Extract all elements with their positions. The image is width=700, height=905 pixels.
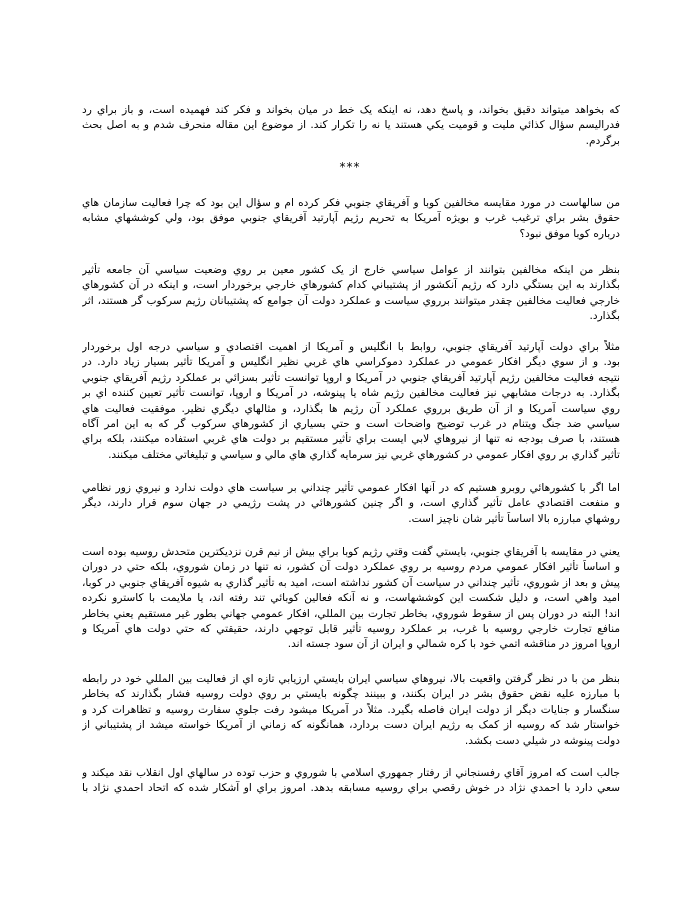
paragraph-4: [82, 340, 620, 463]
text-line: روي سياست آمريكا و از آن طريق برروي عملكرد آن رژيم ها بگذارد، و مثالهاي ديگري نظير. موفقيت فعاليت هاي: [82, 402, 620, 415]
text-line: با مبارزه عليه نقض حقوق بشر در ايران بكنند، و ببينند چگونه بايستي بر روي دولت روسيه فشار بگذارند كه بخاطر: [82, 688, 620, 701]
paragraph-7: [82, 672, 620, 749]
text-line: سنگسار و جنايات ديگر از دولت ايران فاصله بگيرد. مثلاً در آمريكا ميشود رفت جلوي سفارت روسيه و تظاهرات كرد و: [82, 703, 620, 716]
text-line: و منفعت اقتصادي عامل تأثير گذاري است، و اگر چنين كشورهائي در پشت رژيمي در جهان سوم قرار دارند، ديگر: [82, 497, 620, 510]
text-line: دولت پينوشه در شيلي دست بكشد.: [464, 734, 620, 747]
text-line: اميد واهي است، و دليل شكست اين كوششهاست، و نه آنكه فعالين كوبائي تند رفته اند، يا ملايمت با كاسترو نكرده: [82, 592, 620, 605]
text-line: اروپا امروز در مناقشه اتمي خود با كره شمالي و ايران از آن سود جسته اند.: [287, 638, 620, 651]
text-line: يعني در مقايسه با آفريقاي جنوبي، بايستي گفت وقتي رژيم كوبا براي بيش از نيم قرن نزديكترين متحدش روسيه بوده است: [82, 546, 620, 558]
text-line: خواستار شد كه روسيه از كمک به رژيم ايران دست بردارد، همانگونه كه زماني از آمريكا خواسته ميشد از پشتيباني از: [82, 719, 620, 732]
text-line: مثلاً براي دولت آپارتيد آفريقاي جنوبي، روابط با انگليس و آمريكا از اهميت اقتصادي و سياسي درجه اول برخوردار: [82, 341, 620, 353]
paragraph-8: [82, 766, 620, 797]
text-line: بنظر من اينكه مخالفين بتوانند از عوامل سياسي خارج از يک كشور معين بر روي وضعيت سياسي آن جامعه تأثير: [82, 264, 620, 276]
paragraph-1: [82, 103, 620, 149]
text-line: جالب است كه امروز آقاي رفسنجاني از رفتار جمهوري اسلامي با شوروي و حزب توده در سالهاي اول انقلاب نقد ميكند و: [82, 767, 620, 779]
text-line: منافع تجارت خارجي روسيه با غرب، بر عملكرد روسيه تأثير قابل توجهي دارند، حقيقتي كه حتي دولت هاي آمريكا و: [82, 622, 620, 635]
paragraph-2: [82, 196, 620, 242]
paragraph-6: [82, 545, 620, 653]
text-line: بگذارد.: [589, 310, 620, 323]
text-line: حقوق بشر براي ترغيب غرب و بويژه آمريكا به تحريم رژيم آپارتيد آفريقاي جنوبي موفق بود، ولي كوششهاي مشابه: [82, 212, 620, 225]
text-line: من سالهاست در مورد مقايسه مخالفين كوبا و آفريقاي جنوبي فكر كرده ام و سؤال اين بود كه چرا فعاليت سازمان هاي: [82, 197, 620, 209]
text-line: پيش و بعد از شوروي، تأثير چنداني در سياست آن كشور نداشته است، اميد به تأثير گذاري به شيوه آفريقاي جنوبي در كوبا،: [82, 576, 620, 589]
text-line: برگردم.: [585, 134, 620, 147]
text-line: درباره كوبا موفق نبود؟: [519, 227, 620, 240]
paragraph-3: [82, 263, 620, 325]
section-separator: ***: [339, 160, 361, 174]
text-line: كه بخواهد ميتواند دقيق بخواند، و پاسخ دهد، نه اينكه يک خط در ميان بخواند و فكر كند فهميده است، و باز براي رد: [82, 104, 620, 116]
text-line: بگذارند به اين بستگي دارد كه رژيم آنكشور از پشتيباني كدام كشورهاي خارجي برخوردار است، و اينكه در آن كشورهاي: [82, 279, 620, 292]
text-line: خارجي فعاليت مخالفين چقدر ميتوانند برروي سياست و عملكرد دولت آن جوامع كه پشتيبانان رژيم سركوب گر هستند، اثر: [82, 294, 620, 307]
text-line: سياسي ضد جنگ ويتنام در غرب توضيح واضحات است و حتي بسياري از كشورهاي سركوب گر كه به اين امر آگاه: [82, 417, 620, 430]
text-line: بگذارد. به درجات مشابهي نيز فعاليت مخالفين رژيم شاه يا پينوشه، در آمريكا و اروپا، توانست تأثير تعيين كننده اي بر: [82, 387, 620, 400]
paragraph-5: [82, 481, 620, 527]
text-line: نتيجه فعاليت مخالفين رژيم آپارتيد آفريقاي جنوبي در آمريكا و اروپا توانست تأثير بسزائي بر عملكرد رژيم آفريقاي جنوبي: [82, 371, 620, 384]
text-line: روشهاي مبارزه بالا اساساً تأثير شان ناچيز است.: [408, 512, 620, 525]
text-line: هستند، با صرف بودجه نه تنها از نيروهاي لابي ايست براي تأثير مستقيم بر دولت هاي غربي استفاده ميكنند، بلكه براي: [82, 433, 620, 446]
text-line: و اساساً تأثير افكار عمومي مردم روسيه بر روي عملكرد دولت آن كشور، نه تنها در زمان شوروي، بلكه حتي در دوران: [82, 561, 620, 574]
text-line: اما اگر با كشورهائي روبرو هستيم كه در آنها افكار عمومي تأثير چنداني بر سياست هاي دولت ندارد و نيروي زور نظامي: [82, 482, 620, 494]
text-line: بنظر من با در نظر گرفتن واقعيت بالا، نيروهاي سياسي ايران بايستي ارزيابي تازه اي از فعاليت بين المللي خود در رابطه: [82, 673, 620, 685]
text-line: بود. و از سوي ديگر افكار عمومي در عملكرد دموكراسي هاي غربي نظير انگليس و آمريكا تأثير بسيار زياد دارد. در: [82, 356, 620, 369]
text-line: اند! البته در دوران پس از سقوط شوروي، بخاطر تجارت بين المللي، افكار عمومي جهاني بطور غير مستقيم يعني بخاطر: [82, 607, 620, 620]
text-line: سعي دارد با احمدي نژاد در خوش رقصي براي روسيه مسابقه بدهد. امروز براي او آشكار شده كه اتحاد احمدي نژاد با: [82, 782, 620, 795]
text-line: تأثير گذاري بر روي افكار عمومي در كشورهاي غربي نيز سرمايه گذاري هاي مالي و سياسي و تبليغاتي مختلف ميكنند.: [108, 448, 620, 461]
text-line: فدراليسم سؤال كذائي مليت و قوميت يكي هستند يا نه را تكرار كند. از موضوع اين مقاله منحرف شدم و به اصل بحث: [82, 119, 620, 132]
